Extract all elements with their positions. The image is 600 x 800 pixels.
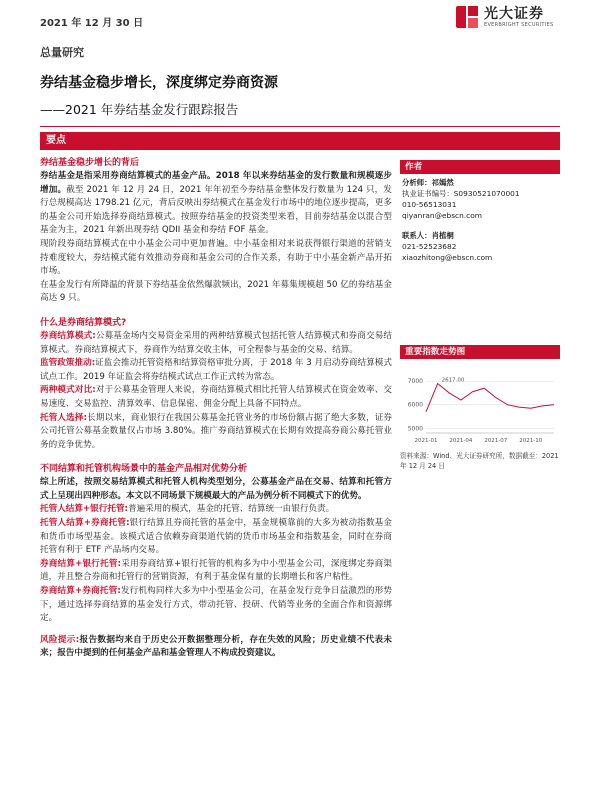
chart-x-tick-label: 2021-04 <box>449 438 473 444</box>
model-item-3-text: 对于公募基金管理人来说，券商结算模式相比托管人结算模式在资金效率、交易速度、交易监控、清算效率、信息保密、佣金分配上具备不同特点。 <box>40 385 393 409</box>
section-heading-advantage: 不同结算和托管机构场景中的基金产品相对优势分析 <box>40 464 248 475</box>
advantage-item-3-label: 券商结算+银行托管: <box>40 558 122 569</box>
chart-y-tick-label: 6000 <box>407 401 423 409</box>
author-band: 作者 <box>400 160 560 174</box>
model-item-4 <box>40 412 392 453</box>
model-item-3-label: 两种模式对比: <box>40 385 96 396</box>
model-item-3 <box>40 384 392 411</box>
advantage-item-1 <box>40 503 392 517</box>
chart-x-tick-label: 2021-10 <box>519 438 543 444</box>
risk-warning-label: 风险提示: <box>40 634 80 645</box>
advantage-item-2-label: 托管人结算+券商托管: <box>40 518 130 529</box>
chart-y-tick-label: 5000 <box>407 425 423 433</box>
index-chart <box>400 359 560 449</box>
analyst-email[interactable]: qiyanran@ebscn.com <box>402 211 482 220</box>
paragraph-growth-1-body: 截至 2021 年 12 月 24 日，2021 年年初至今券结基金整体发行数量为 124 只，发行总规模高达 1798.21 亿元，背后反映出券结模式在基金发行市场中的地位逐步提高，更多的基金公司开始选择券商结算模式。按照券结基金的投资类型来看，目前券结基金以混合型基金为主，2021 年新出现券结 QDII 基金和券结 FOF 基金。 <box>40 184 392 236</box>
chart-band: 重要指数走势图 <box>400 345 560 359</box>
advantage-item-1-label: 托管人结算+银行托管: <box>40 504 128 515</box>
brand-logo <box>456 6 553 28</box>
risk-warning <box>40 634 392 661</box>
report-subtitle: ——2021 年券结基金发行跟踪报告 <box>40 102 239 117</box>
chart-peak-label: 2617.00 <box>441 377 465 384</box>
title-divider <box>40 126 560 127</box>
main-column <box>40 156 392 661</box>
model-item-1-text: 公募基金场内交易资金采用的两种结算模式包括托管人结算模式和券商交易结算模式。券商结算模式下，券商作为结算交收主体，可全程参与基金的交易、结算。 <box>40 330 393 355</box>
advantage-item-1-text: 普遍采用的模式，基金的托管、结算统一由银行负责。 <box>127 504 335 515</box>
paragraph-growth-2: 现阶段券商结算模式在中小基金公司中更加普遍。中小基金相对来说获得银行渠道的营销支持难度较大，券结模式能有效推动券商和基金公司的合作关系，有助于中小基金新产品开拓市场。 <box>40 238 392 277</box>
paragraph-growth-1-lead: 券结基金是指采用券商结算模式的基金产品。2018 年以来券结基金的发行数量和规模逐步增加。 <box>40 171 392 195</box>
report-date: 2021 年 12 月 30 日 <box>40 18 144 29</box>
index-chart-svg <box>400 359 560 449</box>
contact-phone: 021-52523682 <box>402 242 457 251</box>
advantage-item-2-text: 银行结算且券商托管的基金中，基金规模靠前的大多为被动指数基金和货币市场型基金。该模式适合依赖券商渠道代销的货币市场基金和指数基金，同时在券商托管有利于 ETF 产品场内交易。 <box>40 518 392 556</box>
model-item-2-text: 证监会推动托管资格和结算资格审批分离，于 2018 年 3 月启动券商结算模式试点工作。2019 年证监会将券结模式试点工作正式转为常态。 <box>40 358 392 382</box>
advantage-item-2 <box>40 517 392 558</box>
report-title: 券结基金稳步增长，深度绑定券商资源 <box>40 75 278 91</box>
risk-warning-text: 报告数据均来自于历史公开数据整理分析，存在失效的风险；历史业绩不代表未来；报告中提到的任何基金产品和基金管理人不构成投资建议。 <box>40 634 392 659</box>
model-item-4-text: 长期以来，商业银行在我国公募基金托管业务的市场份额占据了绝大多数，证券公司托管公募基金数量仅占市场 3.80%。推广券商结算模式在长期有效提高券商公募托管业务的竞争优势。 <box>40 412 392 450</box>
everbright-logo-icon <box>456 6 478 28</box>
chart-y-tick-label: 7000 <box>407 378 423 386</box>
chart-source: 资料来源：Wind、光大证券研究所，数据截至：2021 年 12 月 24 日 <box>400 452 559 470</box>
advantage-item-3 <box>40 558 392 585</box>
logo-name-en: EVERBRIGHT SECURITIES <box>484 21 554 28</box>
report-category: 总量研究 <box>40 46 84 59</box>
advantage-item-3-text: 采用券商结算+银行托管的机构多为中小型基金公司，深度绑定券商渠道，并且整合券商和托管行的营销资源，有利于基金保有量的长期增长和客户粘性。 <box>40 558 393 583</box>
paragraph-growth-1 <box>40 170 392 238</box>
contact-name: 联系人：肖植桐 <box>402 231 454 240</box>
paragraph-growth-3: 在基金发行有所降温的背景下券结基金依然爆款频出，2021 年募集规模超 50 亿的券结基金高达 9 只。 <box>40 279 392 304</box>
analyst-phone: 010-56513031 <box>402 200 457 209</box>
model-item-2 <box>40 357 392 384</box>
section-heading-model: 什么是券商结算模式? <box>40 317 127 328</box>
key-points-band <box>40 132 560 150</box>
model-item-1-label: 券商结算模式: <box>40 330 96 341</box>
analyst-name: 分析师：祁嫣然 <box>402 178 454 187</box>
advantage-item-4-label: 券商结算+券商托管: <box>40 586 121 597</box>
section-heading-growth: 券结基金稳步增长的背后 <box>40 158 140 168</box>
chart-x-tick-label: 2021-07 <box>484 438 508 444</box>
key-points-label: 要点 <box>46 135 66 146</box>
chart-x-tick-label: 2021-01 <box>414 438 438 444</box>
model-item-4-label: 托管人选择: <box>40 412 88 423</box>
advantage-item-4 <box>40 585 392 626</box>
advantage-intro: 综上所述，按照交易结算模式和托管人机构类型划分，公募基金产品在交易、结算和托管方式上呈现出四种形态。本文以不同场景下规模最大的产品为例分析不同模式下的优势。 <box>40 477 392 501</box>
analyst-certificate: 执业证书编号：S0930521070001 <box>402 189 520 198</box>
model-item-2-label: 监管政策推动: <box>40 358 96 369</box>
model-item-1 <box>40 330 392 357</box>
sidebar <box>400 160 560 471</box>
logo-name-cn: 光大证券 <box>484 5 544 22</box>
contact-email[interactable]: xiaozhitong@ebscn.com <box>402 253 493 262</box>
chart-series-line <box>426 384 554 412</box>
advantage-item-4-text: 发行机构同样大多为中小型基金公司，在基金发行竞争日益激烈的形势下，通过选择券商结算的基金发行方式，带动托管、投研、代销等业务的全面合作和资源绑定。 <box>40 586 392 624</box>
